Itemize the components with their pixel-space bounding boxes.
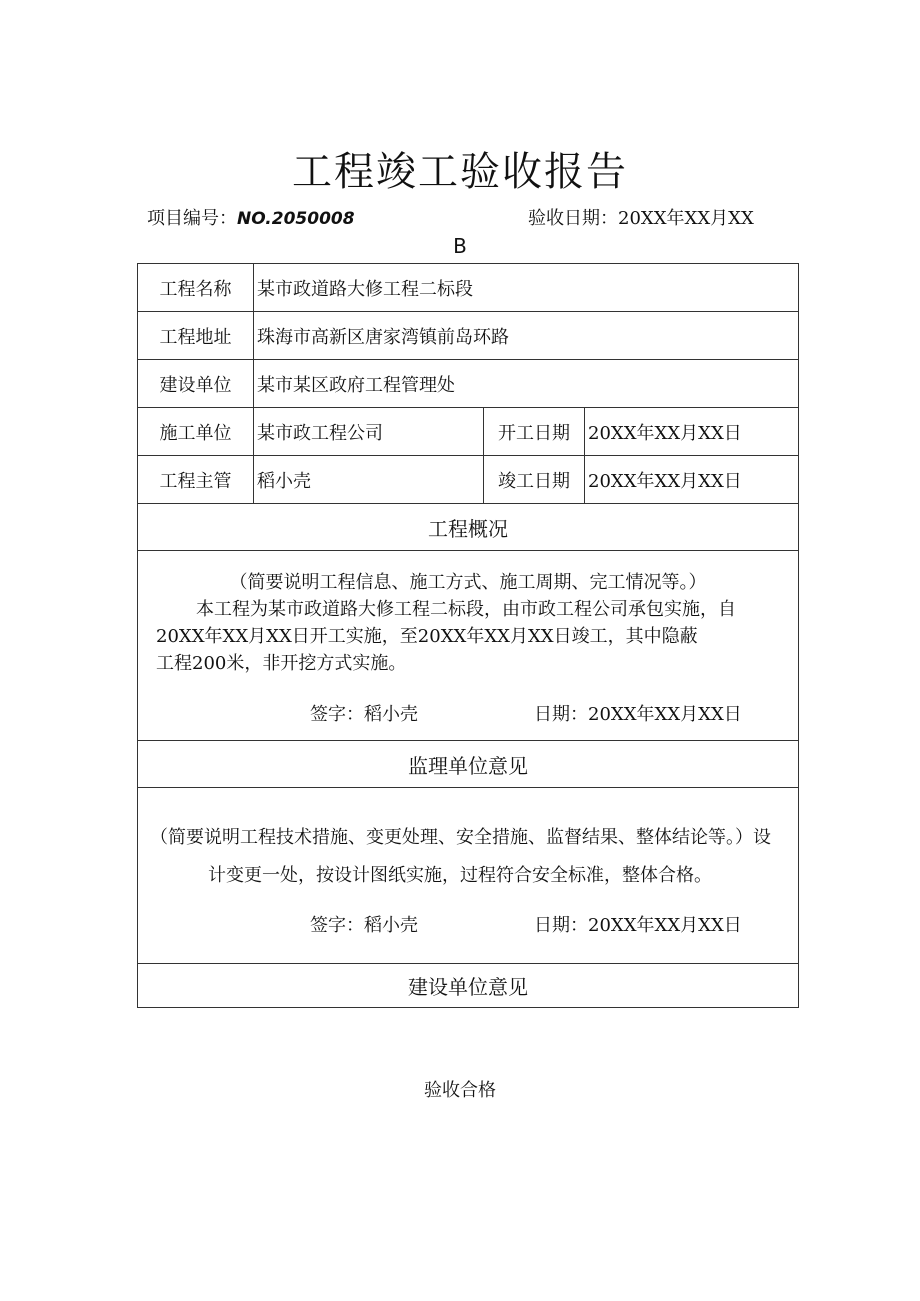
project-number-value: NO.2050008	[237, 209, 355, 229]
row-builder	[138, 360, 799, 408]
supervision-body	[138, 788, 799, 964]
project-name-value: 某市政道路大修工程二标段	[254, 264, 799, 312]
supervision-header: 监理单位意见	[138, 741, 799, 788]
row-project-name	[138, 264, 799, 312]
supervision-line-1: （简要说明工程技术措施、变更处理、安全措施、监督结果、整体结论等。）设	[150, 827, 771, 848]
overview-signature: 签字：稻小壳	[310, 704, 418, 725]
overview-date: 日期：20XX年XX月XX日	[534, 704, 742, 725]
start-date-label: 开工日期	[484, 408, 585, 456]
manager-value: 稻小壳	[254, 456, 484, 504]
project-name-label: 工程名称	[138, 264, 254, 312]
project-number-label: 项目编号：	[147, 208, 237, 229]
project-number	[147, 204, 355, 230]
project-address-value: 珠海市高新区唐家湾镇前岛环路	[254, 312, 799, 360]
start-date-value: 20XX年XX月XX日	[585, 408, 799, 456]
supervision-date: 日期：20XX年XX月XX日	[534, 915, 742, 936]
row-supervision-header	[138, 741, 799, 788]
supervision-line-2: 计变更一处，按设计图纸实施，过程符合安全标准，整体合格。	[208, 865, 712, 886]
row-supervision-body	[138, 788, 799, 964]
acceptance-form	[137, 263, 799, 1008]
overview-header: 工程概况	[138, 504, 799, 551]
manager-label: 工程主管	[138, 456, 254, 504]
contractor-label: 施工单位	[138, 408, 254, 456]
overview-hint: （简要说明工程信息、施工方式、施工周期、完工情况等。）	[229, 572, 707, 593]
builder-value: 某市某区政府工程管理处	[254, 360, 799, 408]
builder-label: 建设单位	[138, 360, 254, 408]
row-manager	[138, 456, 799, 504]
project-address-label: 工程地址	[138, 312, 254, 360]
overview-line-3: 工程200米，非开挖方式实施。	[156, 653, 407, 674]
row-overview-body	[138, 551, 799, 741]
row-project-address	[138, 312, 799, 360]
acceptance-date	[528, 204, 754, 230]
overview-body	[138, 551, 799, 741]
acceptance-date-value: 20XX年XX月XX	[618, 208, 754, 229]
finish-date-label: 竣工日期	[484, 456, 585, 504]
row-construction-header	[138, 964, 799, 1008]
finish-date-value: 20XX年XX月XX日	[585, 456, 799, 504]
acceptance-date-label: 验收日期：	[528, 208, 618, 229]
acceptance-date-wrap: B	[453, 234, 467, 258]
page-title: 工程竣工验收报告	[292, 149, 628, 195]
supervision-signature: 签字：稻小壳	[310, 915, 418, 936]
overview-line-1: 本工程为某市政道路大修工程二标段，由市政工程公司承包实施，自	[196, 599, 736, 620]
row-contractor	[138, 408, 799, 456]
row-overview-header	[138, 504, 799, 551]
contractor-value: 某市政工程公司	[254, 408, 484, 456]
overview-line-2: 20XX年XX月XX日开工实施，至20XX年XX月XX日竣工，其中隐蔽	[156, 626, 698, 647]
acceptance-conclusion: 验收合格	[424, 1080, 496, 1101]
construction-header: 建设单位意见	[138, 964, 799, 1008]
